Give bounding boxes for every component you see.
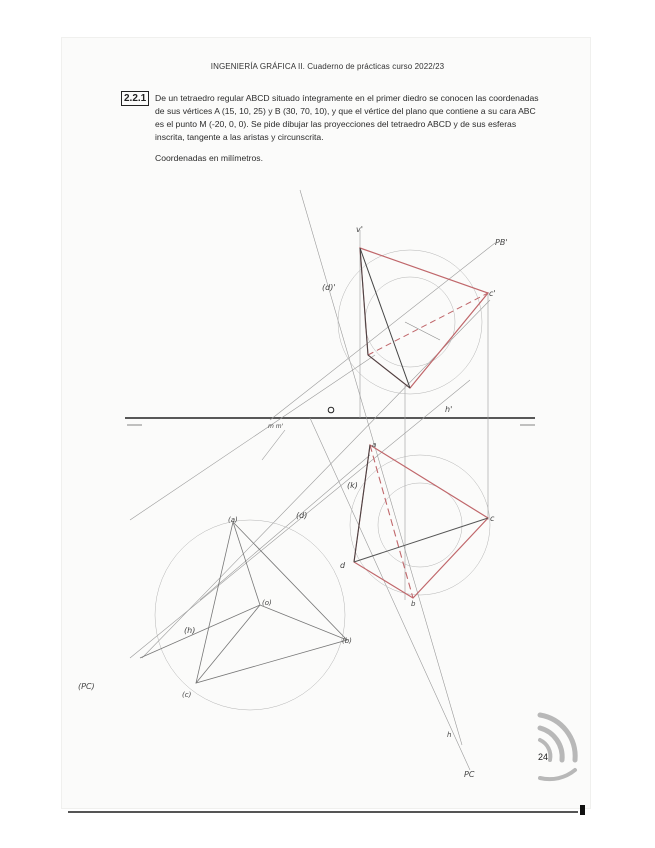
plan-tetrahedron [354,445,488,598]
label-m-mark: m m' [268,423,284,430]
bottom-rule [68,811,578,813]
label-c-bracket: (c) [182,691,192,699]
page-header: INGENIERÍA GRÁFICA II. Cuaderno de prácticas curso 2022/23 [210,62,445,71]
drawing-labels [78,225,508,779]
label-o-bracket: (o) [262,599,272,607]
page-number: 24 [538,752,549,762]
label-h-bracket: (h) [184,626,196,635]
label-d: d [340,561,346,570]
exercise-statement: De un tetraedro regular ABCD situado íntegramente en el primer diedro se conocen las coordenadas de sus vértices A (15, 10, 25) y B (30, 70, 10), y que el vértice del plano que contiene a su cara ABC es el punto M (-20, 0, 0). Se pide dibujar las proyecciones del tetraedro ABCD y de sus esferas inscrita, tangente a las aristas y circunscrita. [155,93,539,142]
label-h: h [447,731,452,739]
label-c: c [490,514,495,523]
label-pc-bracket: (PC) [78,682,95,691]
label-a-bracket: (a) [228,516,238,524]
exercise-note: Coordenadas en milímetros. [155,153,263,163]
label-b-bracket: (b) [342,637,352,645]
label-pb-prime: PB' [495,238,508,247]
label-a: a [372,441,377,449]
bottom-mark [580,805,585,815]
construction-lines [130,190,495,770]
label-k: (k) [347,481,358,490]
label-d-prime-bracket: (d)' [322,283,336,292]
rotated-face [140,522,347,683]
label-b: b [411,600,416,608]
origin-marker [328,407,334,413]
elevation-tetrahedron [360,248,488,388]
exercise-number: 2.2.1 [121,91,149,106]
label-h-prime: h' [445,405,453,414]
label-pc: PC [464,770,475,779]
label-d-bracket: (d) [296,511,308,520]
label-c-prime: c' [489,289,496,298]
label-v-prime: v' [356,225,363,234]
publisher-logo-icon [540,715,575,779]
